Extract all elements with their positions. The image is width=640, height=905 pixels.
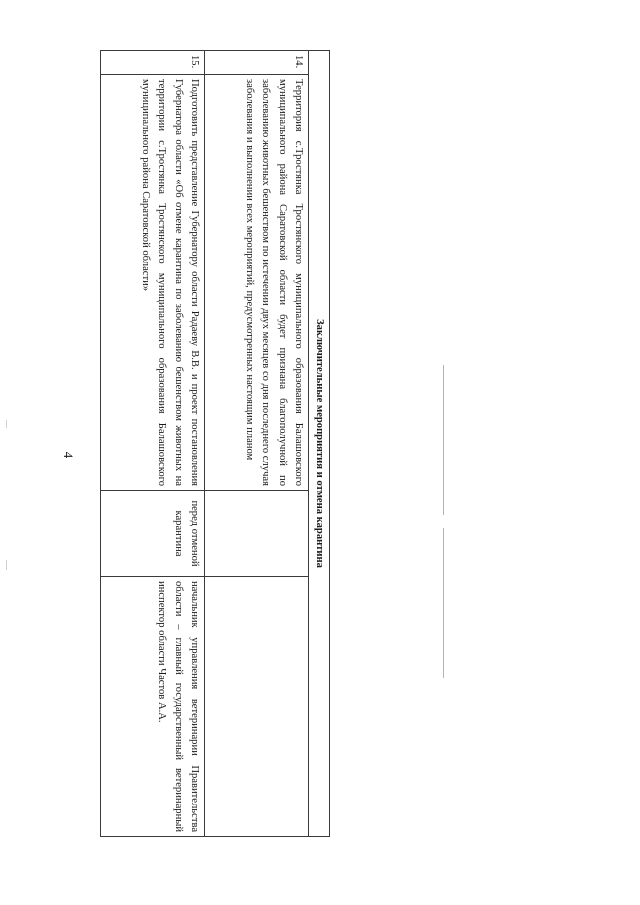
activity-cell: Подготовить представление Губернатору области Радаеву В.В. и проект постановления Губернатора области «Об отмене карантина по заболеванию бешенством животных на территории с.Тростянка Тростянского муниципального образования Балашовского муниципального района Саратовской области» xyxy=(101,75,205,491)
underline-rule xyxy=(443,365,444,515)
term-cell: перед отменой карантина xyxy=(101,491,205,577)
responsible-cell: начальник управления ветеринарии Правительства области – главный государственный ветеринарный инспектор области Частов А.А. xyxy=(101,577,205,837)
scan-edge-mark xyxy=(6,560,7,570)
rotated-table-frame xyxy=(100,50,330,836)
scan-edge-mark xyxy=(6,420,7,428)
page-number: 4 xyxy=(61,451,76,459)
term-cell xyxy=(204,491,308,577)
table-row xyxy=(204,51,308,837)
row-number: 14. xyxy=(204,51,308,75)
row-number: 15. xyxy=(101,51,205,75)
plan-table xyxy=(100,50,330,837)
responsible-cell xyxy=(204,577,308,837)
activity-cell: Территория с.Тростянка Тростянского муниципального образования Балашовского муниципального района Саратовской области будет признана благополучной по заболеванию животных бешенством по истечении двух месяцев со дня последнего случая заболевания и выполнении всех мероприятий, предусмотренных настоящим планом xyxy=(204,75,308,491)
underline-rule xyxy=(443,528,444,678)
table-row xyxy=(101,51,205,837)
section-heading: Заключительные мероприятия и отмена карантина xyxy=(308,51,329,837)
